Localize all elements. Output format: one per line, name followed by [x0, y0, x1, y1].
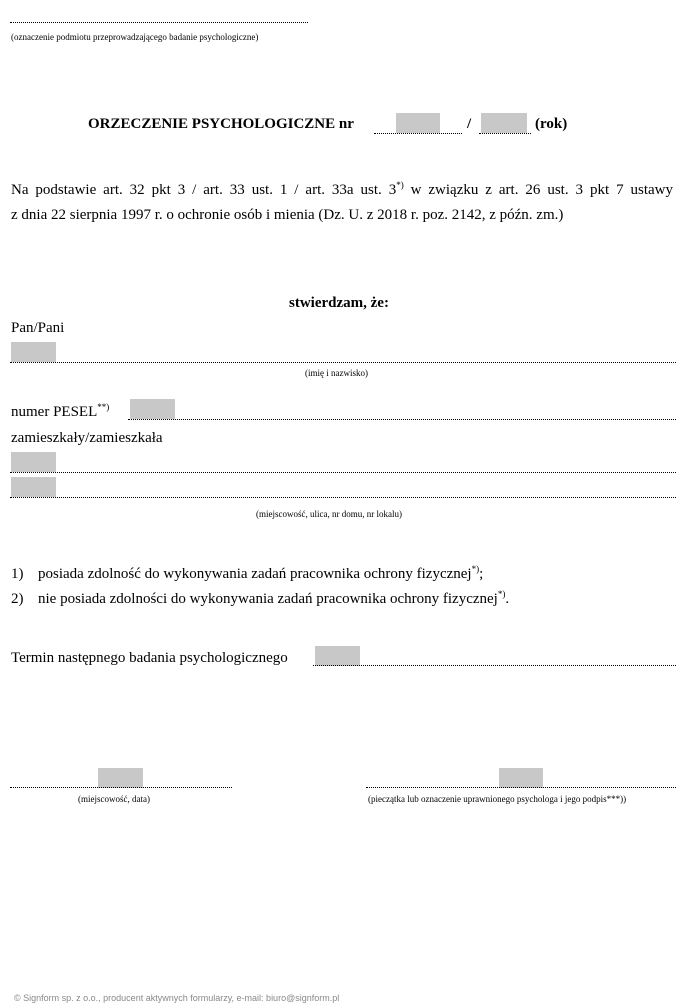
option-1-number: 1)	[11, 566, 24, 582]
name-input[interactable]	[11, 342, 56, 362]
subject-caption: (oznaczenie podmiotu przeprowadzającego badanie psychologiczne)	[11, 32, 259, 42]
address-caption: (miejscowość, ulica, nr domu, nr lokalu)	[256, 509, 402, 519]
next-exam-line	[313, 665, 676, 666]
residence-label: zamieszkały/zamieszkała	[11, 430, 163, 446]
legal-basis-line2: z dnia 22 sierpnia 1997 r. o ochronie osób i mienia (Dz. U. z 2018 r. poz. 2142, z późn. zm.)	[11, 207, 564, 223]
place-date-caption: (miejscowość, data)	[78, 794, 150, 804]
footnote-mark: *)	[396, 180, 404, 190]
number-input[interactable]	[396, 113, 440, 133]
next-exam-label: Termin następnego badania psychologicznego	[11, 650, 288, 666]
next-exam-input[interactable]	[315, 646, 360, 666]
pesel-line	[128, 419, 676, 420]
pesel-input[interactable]	[130, 399, 175, 419]
legal-basis-line1: Na podstawie art. 32 pkt 3 / art. 33 ust. 1 / art. 33a ust. 3*) w związku z art. 26 ust. 3 pkt 7 ustawy	[11, 180, 673, 198]
document-title	[88, 116, 354, 133]
address-line1-input[interactable]	[11, 452, 56, 472]
pesel-label: numer PESEL**)	[11, 402, 110, 420]
option-2: 2) nie posiada zdolności do wykonywania zadań pracownika ochrony fizycznej*).	[11, 589, 510, 607]
option-2-text: nie posiada zdolności do wykonywania zadań pracownika ochrony fizycznej	[38, 591, 498, 607]
person-label: Pan/Pani	[11, 320, 65, 336]
statement-heading: stwierdzam, że:	[289, 295, 389, 311]
address-line1	[10, 472, 676, 473]
stamp-caption: (pieczątka lub oznaczenie uprawnionego psychologa i jego podpis***))	[368, 794, 627, 804]
option-2-number: 2)	[11, 591, 24, 607]
stamp-line	[366, 787, 676, 788]
place-date-input[interactable]	[98, 768, 143, 788]
address-line2-input[interactable]	[11, 477, 56, 497]
year-field-line	[479, 133, 531, 134]
subject-signature-line	[10, 22, 308, 23]
address-line2	[10, 497, 676, 498]
place-date-line	[10, 787, 232, 788]
title-suffix: (rok)	[535, 116, 568, 132]
pesel-footnote-mark: **)	[97, 402, 110, 412]
footer-text: © Signform sp. z o.o., producent aktywnych formularzy, e-mail: biuro@signform.pl	[14, 993, 340, 1003]
option-1-text: posiada zdolność do wykonywania zadań pracownika ochrony fizycznej	[38, 566, 472, 582]
title-prefix: ORZECZENIE PSYCHOLOGICZNE nr	[88, 116, 354, 132]
name-caption: (imię i nazwisko)	[305, 368, 368, 378]
year-input[interactable]	[481, 113, 527, 133]
option-1: 1) posiada zdolność do wykonywania zadań pracownika ochrony fizycznej*);	[11, 564, 484, 582]
title-separator: /	[467, 116, 472, 132]
number-field-line	[374, 133, 462, 134]
name-line	[10, 362, 676, 363]
stamp-input[interactable]	[499, 768, 543, 788]
